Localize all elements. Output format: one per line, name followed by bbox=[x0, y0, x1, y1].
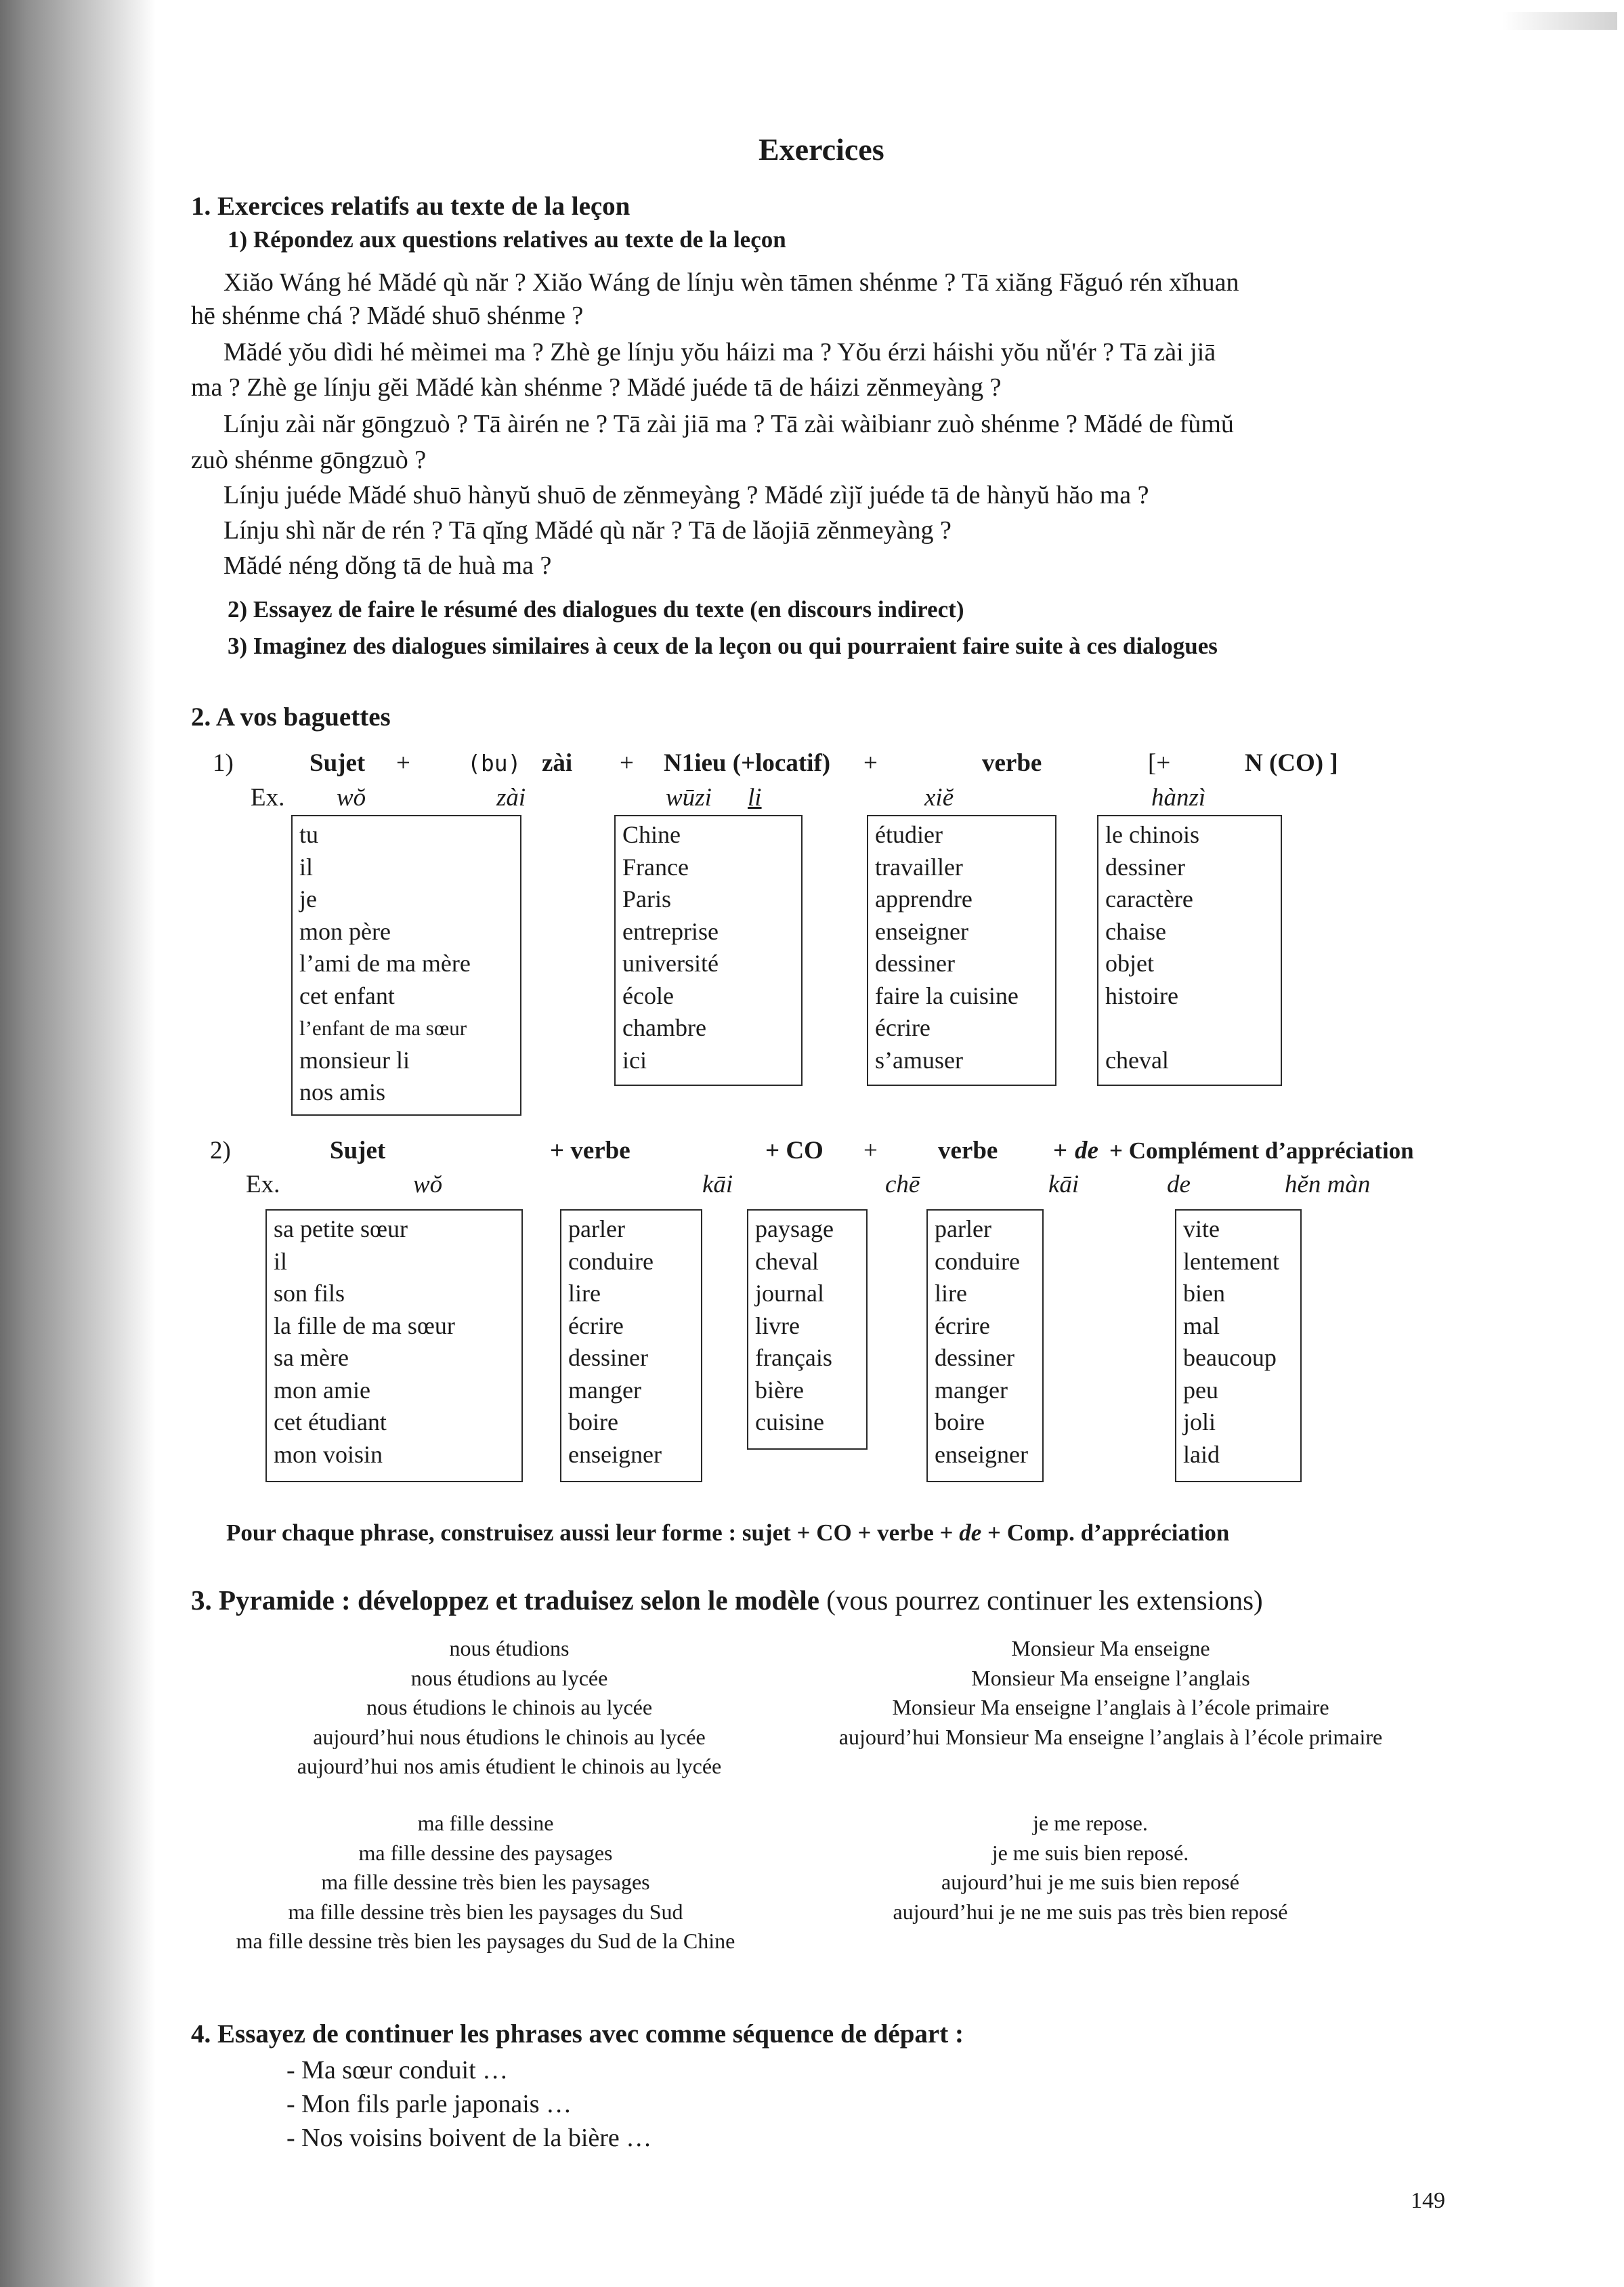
word: histoire bbox=[1105, 982, 1178, 1009]
p1-label-verb: verbe bbox=[982, 749, 1042, 777]
word: ici bbox=[622, 1046, 647, 1074]
word: laid bbox=[1183, 1440, 1220, 1468]
p1-example-wo: wŏ bbox=[337, 784, 366, 812]
section3-heading-note: (vous pourrez continuer les extensions) bbox=[826, 1585, 1263, 1616]
word: écrire bbox=[935, 1312, 990, 1339]
word: je bbox=[299, 885, 317, 912]
section2-heading: 2. A vos baguettes bbox=[191, 702, 391, 732]
p2-label-plus: + bbox=[863, 1137, 878, 1165]
word: la fille de ma sœur bbox=[274, 1312, 455, 1339]
word: cheval bbox=[1105, 1046, 1169, 1074]
p2-example-kai: kāi bbox=[702, 1171, 733, 1198]
word: mon voisin bbox=[274, 1440, 383, 1468]
starter-sentence: - Nos voisins boivent de la bière … bbox=[286, 2124, 652, 2152]
p1-example-zai: zài bbox=[496, 784, 526, 812]
section1-sub3: 3) Imaginez des dialogues similaires à ceux de la leçon ou qui pourraient faire suite à ces dialogues bbox=[228, 633, 1218, 659]
p2-label-object: + CO bbox=[765, 1137, 824, 1165]
p1-label-plus: + bbox=[863, 749, 878, 777]
pyramid-line: ma fille dessine bbox=[417, 1811, 554, 1835]
word: enseigner bbox=[875, 917, 968, 945]
p1-example-xie: xiĕ bbox=[924, 784, 954, 812]
word: cet enfant bbox=[299, 982, 395, 1009]
scan-corner-shade bbox=[1502, 12, 1617, 30]
p1-label-negation: (bu) bbox=[467, 750, 521, 776]
word: boire bbox=[568, 1408, 618, 1435]
p2-subject-box bbox=[265, 1209, 523, 1482]
section1-sub2: 2) Essayez de faire le résumé des dialogues du texte (en discours indirect) bbox=[228, 596, 964, 623]
p1-place-box bbox=[614, 815, 803, 1086]
section3-heading-bold: 3. Pyramide : développez et traduisez selon le modèle bbox=[191, 1585, 820, 1616]
pyramid-line: aujourd’hui Monsieur Ma enseigne l’anglais à l’école primaire bbox=[838, 1724, 1383, 1749]
word: Paris bbox=[622, 885, 671, 912]
question-line: Xiăo Wáng hé Mădé qù năr ? Xiăo Wáng de línju wèn tāmen shénme ? Tā xiăng Făguó rén xĭhuan bbox=[223, 268, 1239, 297]
p2-example-che: chē bbox=[885, 1171, 920, 1198]
p1-example-li: li bbox=[748, 784, 762, 812]
word: manger bbox=[568, 1376, 641, 1404]
section1-sub1: 1) Répondez aux questions relatives au texte de la leçon bbox=[228, 226, 786, 253]
pyramid-line: ma fille dessine des paysages bbox=[358, 1840, 613, 1865]
word: bière bbox=[755, 1376, 804, 1404]
word: dessiner bbox=[568, 1344, 648, 1371]
construction-note bbox=[226, 1519, 1229, 1547]
pyramid-line: je me repose. bbox=[1033, 1811, 1148, 1835]
section4-heading: 4. Essayez de continuer les phrases avec comme séquence de départ : bbox=[191, 2019, 964, 2049]
word: travailler bbox=[875, 853, 963, 881]
starter-sentence: - Mon fils parle japonais … bbox=[286, 2090, 572, 2118]
pyramid-line: ma fille dessine très bien les paysages du Sud bbox=[288, 1899, 683, 1924]
word: étudier bbox=[875, 821, 943, 848]
section3-heading bbox=[191, 1584, 1263, 1616]
word bbox=[1105, 1012, 1281, 1045]
word: conduire bbox=[935, 1247, 1020, 1275]
question-line: Línju juéde Mădé shuō hànyŭ shuō de zĕnmeyàng ? Mădé zìjĭ juéde tā de hànyŭ hăo ma ? bbox=[223, 481, 1149, 509]
word: cuisine bbox=[755, 1408, 824, 1435]
word: journal bbox=[755, 1280, 824, 1307]
p2-object-box bbox=[747, 1209, 868, 1450]
word: monsieur li bbox=[299, 1046, 410, 1074]
pattern2-number: 2) bbox=[210, 1137, 231, 1165]
pattern1-number: 1) bbox=[213, 749, 234, 777]
p2-complement-box bbox=[1175, 1209, 1302, 1482]
question-line: Línju zài năr gōngzuò ? Tā àirén ne ? Tā zài jiā ma ? Tā zài wàibianr zuò shénme ? Mădé de fùmŭ bbox=[223, 410, 1234, 438]
p1-example-hanzi: hànzì bbox=[1151, 784, 1206, 812]
p1-example-label: Ex. bbox=[251, 784, 285, 812]
note-after: + Comp. d’appréciation bbox=[987, 1519, 1230, 1546]
book-spine-shadow bbox=[0, 0, 156, 2287]
question-line: hē shénme chá ? Mădé shuō shénme ? bbox=[191, 301, 584, 330]
word: le chinois bbox=[1105, 821, 1199, 848]
pyramid-line: nous étudions le chinois au lycée bbox=[366, 1695, 653, 1719]
word: mon amie bbox=[274, 1376, 370, 1404]
question-line: Línju shì năr de rén ? Tā qĭng Mădé qù năr ? Tā de lăojiā zĕnmeyàng ? bbox=[223, 516, 952, 545]
word: il bbox=[299, 853, 314, 881]
p2-verb-box bbox=[560, 1209, 702, 1482]
word: cet étudiant bbox=[274, 1408, 387, 1435]
pyramid-line: je me suis bien reposé. bbox=[991, 1840, 1189, 1865]
p1-verb-box bbox=[867, 815, 1056, 1086]
p2-example-label: Ex. bbox=[246, 1171, 280, 1198]
word: cheval bbox=[755, 1247, 819, 1275]
p1-label-object: N (CO) ] bbox=[1245, 749, 1338, 777]
word: France bbox=[622, 853, 689, 881]
question-line: Mădé néng dŏng tā de huà ma ? bbox=[223, 551, 552, 580]
word: apprendre bbox=[875, 885, 973, 912]
p2-label-verb: + verbe bbox=[550, 1137, 631, 1165]
p1-label-subject: Sujet bbox=[309, 749, 366, 777]
p1-subject-box bbox=[291, 815, 521, 1116]
p2-label-de: de bbox=[1075, 1137, 1098, 1165]
word: boire bbox=[935, 1408, 985, 1435]
word: vite bbox=[1183, 1215, 1220, 1242]
word: s’amuser bbox=[875, 1046, 963, 1074]
word: écrire bbox=[875, 1014, 931, 1041]
p1-label-zai: zài bbox=[542, 749, 573, 777]
pyramid-line: aujourd’hui nous étudions le chinois au lycée bbox=[313, 1724, 706, 1749]
p2-label-subject: Sujet bbox=[330, 1137, 386, 1165]
word: dessiner bbox=[875, 950, 955, 977]
p2-example-wo: wŏ bbox=[413, 1171, 443, 1198]
word: peu bbox=[1183, 1376, 1218, 1404]
question-line: ma ? Zhè ge línju gĕi Mădé kàn shénme ? Mădé juéde tā de háizi zĕnmeyàng ? bbox=[191, 373, 1002, 402]
word: joli bbox=[1183, 1408, 1216, 1435]
word: son fils bbox=[274, 1280, 345, 1307]
word: enseigner bbox=[935, 1440, 1028, 1468]
word: beaucoup bbox=[1183, 1344, 1277, 1371]
word: français bbox=[755, 1344, 832, 1371]
pyramid-1 bbox=[238, 1634, 780, 1782]
word: chaise bbox=[1105, 917, 1166, 945]
word: Chine bbox=[622, 821, 681, 848]
question-line: Mădé yŏu dìdi hé mèimei ma ? Zhè ge línju yŏu háizi ma ? Yŏu érzi háishi yŏu nǚ'ér ? Tā zài jiā bbox=[223, 338, 1216, 366]
page-number: 149 bbox=[1411, 2188, 1445, 2213]
word: mon père bbox=[299, 917, 391, 945]
p2-label-verb2: verbe bbox=[938, 1137, 998, 1165]
word: l’enfant de ma sœur bbox=[299, 1016, 467, 1040]
word: sa mère bbox=[274, 1344, 349, 1371]
p2-example-de: de bbox=[1167, 1171, 1191, 1198]
word: école bbox=[622, 982, 674, 1009]
word: conduire bbox=[568, 1247, 654, 1275]
p1-object-box bbox=[1097, 815, 1282, 1086]
starter-sentence: - Ma sœur conduit … bbox=[286, 2056, 509, 2084]
word: écrire bbox=[568, 1312, 624, 1339]
pyramid-line: aujourd’hui je ne me suis pas très bien reposé bbox=[893, 1899, 1288, 1924]
p2-label-complement: + Complément d’appréciation bbox=[1109, 1137, 1414, 1164]
word: manger bbox=[935, 1376, 1008, 1404]
p1-example-wuzi: wūzi bbox=[666, 784, 712, 812]
word: parler bbox=[935, 1215, 991, 1242]
word: université bbox=[622, 950, 719, 977]
note-de: de bbox=[959, 1519, 982, 1546]
pyramid-line: ma fille dessine très bien les paysages bbox=[321, 1870, 650, 1894]
pyramid-3 bbox=[171, 1809, 800, 1956]
word: parler bbox=[568, 1215, 625, 1242]
pyramid-line: Monsieur Ma enseigne l’anglais bbox=[971, 1665, 1250, 1690]
pyramid-line: Monsieur Ma enseigne l’anglais à l’école primaire bbox=[892, 1695, 1329, 1719]
word: objet bbox=[1105, 950, 1154, 977]
word: l’ami de ma mère bbox=[299, 950, 471, 977]
pyramid-4 bbox=[819, 1809, 1361, 1927]
word: entreprise bbox=[622, 917, 719, 945]
note-before: Pour chaque phrase, construisez aussi leur forme : sujet + CO + verbe + bbox=[226, 1519, 954, 1546]
word: lire bbox=[568, 1280, 601, 1307]
pyramid-line: ma fille dessine très bien les paysages du Sud de la Chine bbox=[236, 1929, 735, 1953]
p1-label-plus: + bbox=[396, 749, 410, 777]
word: il bbox=[274, 1247, 288, 1275]
word: bien bbox=[1183, 1280, 1225, 1307]
pyramid-line: aujourd’hui nos amis étudient le chinois au lycée bbox=[297, 1754, 722, 1778]
section1-heading: 1. Exercices relatifs au texte de la leçon bbox=[191, 192, 631, 221]
p2-label-plus: + bbox=[1053, 1137, 1068, 1165]
pyramid-2 bbox=[786, 1634, 1436, 1752]
pyramid-line: nous étudions bbox=[449, 1636, 570, 1660]
word: mal bbox=[1183, 1312, 1220, 1339]
word: dessiner bbox=[935, 1344, 1014, 1371]
word: lentement bbox=[1183, 1247, 1279, 1275]
word: paysage bbox=[755, 1215, 834, 1242]
word: caractère bbox=[1105, 885, 1193, 912]
word: sa petite sœur bbox=[274, 1215, 408, 1242]
word: lire bbox=[935, 1280, 967, 1307]
p2-example-hen-man: hĕn màn bbox=[1285, 1171, 1371, 1198]
word: livre bbox=[755, 1312, 800, 1339]
pyramid-line: nous étudions au lycée bbox=[410, 1665, 608, 1690]
word: nos amis bbox=[299, 1078, 386, 1106]
word: tu bbox=[299, 821, 319, 848]
question-line: zuò shénme gōngzuò ? bbox=[191, 446, 427, 474]
p2-example-kai2: kāi bbox=[1048, 1171, 1080, 1198]
pyramid-line: Monsieur Ma enseigne bbox=[1011, 1636, 1210, 1660]
p1-label-place-noun: N1ieu (+locatif) bbox=[664, 749, 831, 777]
word: chambre bbox=[622, 1014, 706, 1041]
p1-label-plus: + bbox=[620, 749, 634, 777]
pyramid-line: aujourd’hui je me suis bien reposé bbox=[941, 1870, 1239, 1894]
page-title: Exercices bbox=[758, 132, 884, 167]
word: faire la cuisine bbox=[875, 982, 1019, 1009]
word: dessiner bbox=[1105, 853, 1185, 881]
p1-label-bracket-plus: [+ bbox=[1148, 749, 1171, 777]
p2-verb2-box bbox=[926, 1209, 1044, 1482]
word: enseigner bbox=[568, 1440, 662, 1468]
